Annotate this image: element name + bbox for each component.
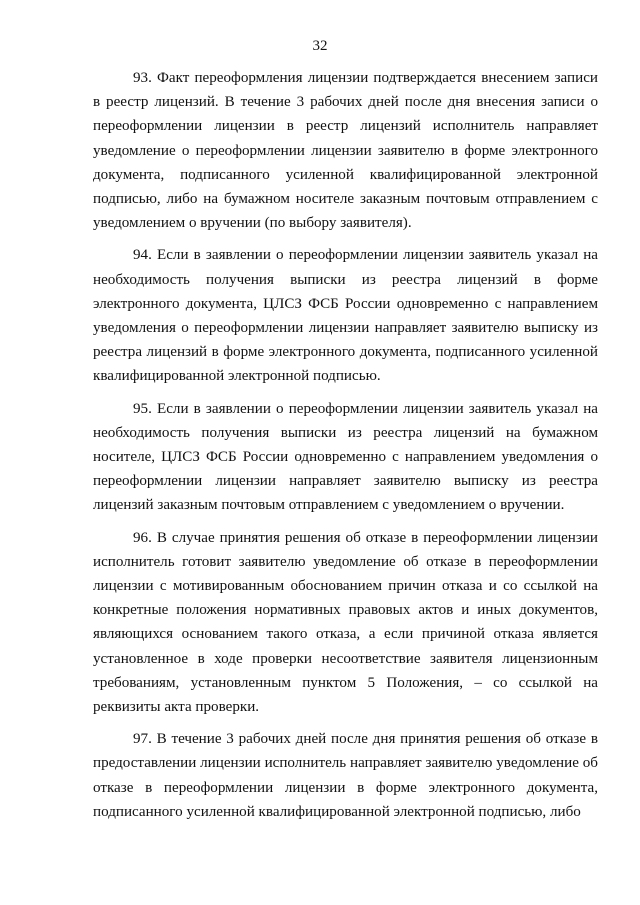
paragraph-95: 95. Если в заявлении о переоформлении лицензии заявитель указал на необходимость получения выписки из реестра лицензий на бумажном носителе, ЦЛСЗ ФСБ России одновременно с направлением уведомления о переоформлении лицензии направляет заявителю выписку из реестра лицензий заказным почтовым отправлением с уведомлением о вручении. xyxy=(93,400,598,514)
paragraph-93: 93. Факт переоформления лицензии подтверждается внесением записи в реестр лицензий. В течение 3 рабочих дней после дня внесения записи о переоформлении лицензии в реестр лицензий исполнитель направляет уведомление о переоформлении лицензии заявителю в форме электронного документа, подписанного усиленной квалифицированной электронной подписью, либо на бумажном носителе заказным почтовым отправлением с уведомлением о вручении (по выбору заявителя). xyxy=(93,70,598,232)
paragraph-97: 97. В течение 3 рабочих дней после дня принятия решения об отказе в предоставлении лицензии исполнитель направляет заявителю уведомление об отказе в переоформлении лицензии в форме электронного документа, подписанного усиленной квалифицированной электронной подписью, либо xyxy=(93,731,598,820)
paragraph-94: 94. Если в заявлении о переоформлении лицензии заявитель указал на необходимость получения выписки из реестра лицензий в форме электронного документа, ЦЛСЗ ФСБ России одновременно с направлением уведомления о переоформлении лицензии направляет заявителю выписку из реестра лицензий в форме электронного документа, подписанного усиленной квалифицированной электронной подписью. xyxy=(93,247,598,385)
paragraph-96: 96. В случае принятия решения об отказе в переоформлении лицензии исполнитель готовит заявителю уведомление об отказе в переоформлении лицензии с мотивированным обоснованием причин отказа и со ссылкой на конкретные положения нормативных правовых актов и иных документов, являющихся основанием такого отказа, а если причиной отказа является установленное в ходе проверки несоответствие заявителя лицензионным требованиям, установленным пунктом 5 Положения, – со ссылкой на реквизиты акта проверки. xyxy=(93,529,598,716)
document-body xyxy=(93,66,598,832)
page-number: 32 xyxy=(312,38,328,54)
